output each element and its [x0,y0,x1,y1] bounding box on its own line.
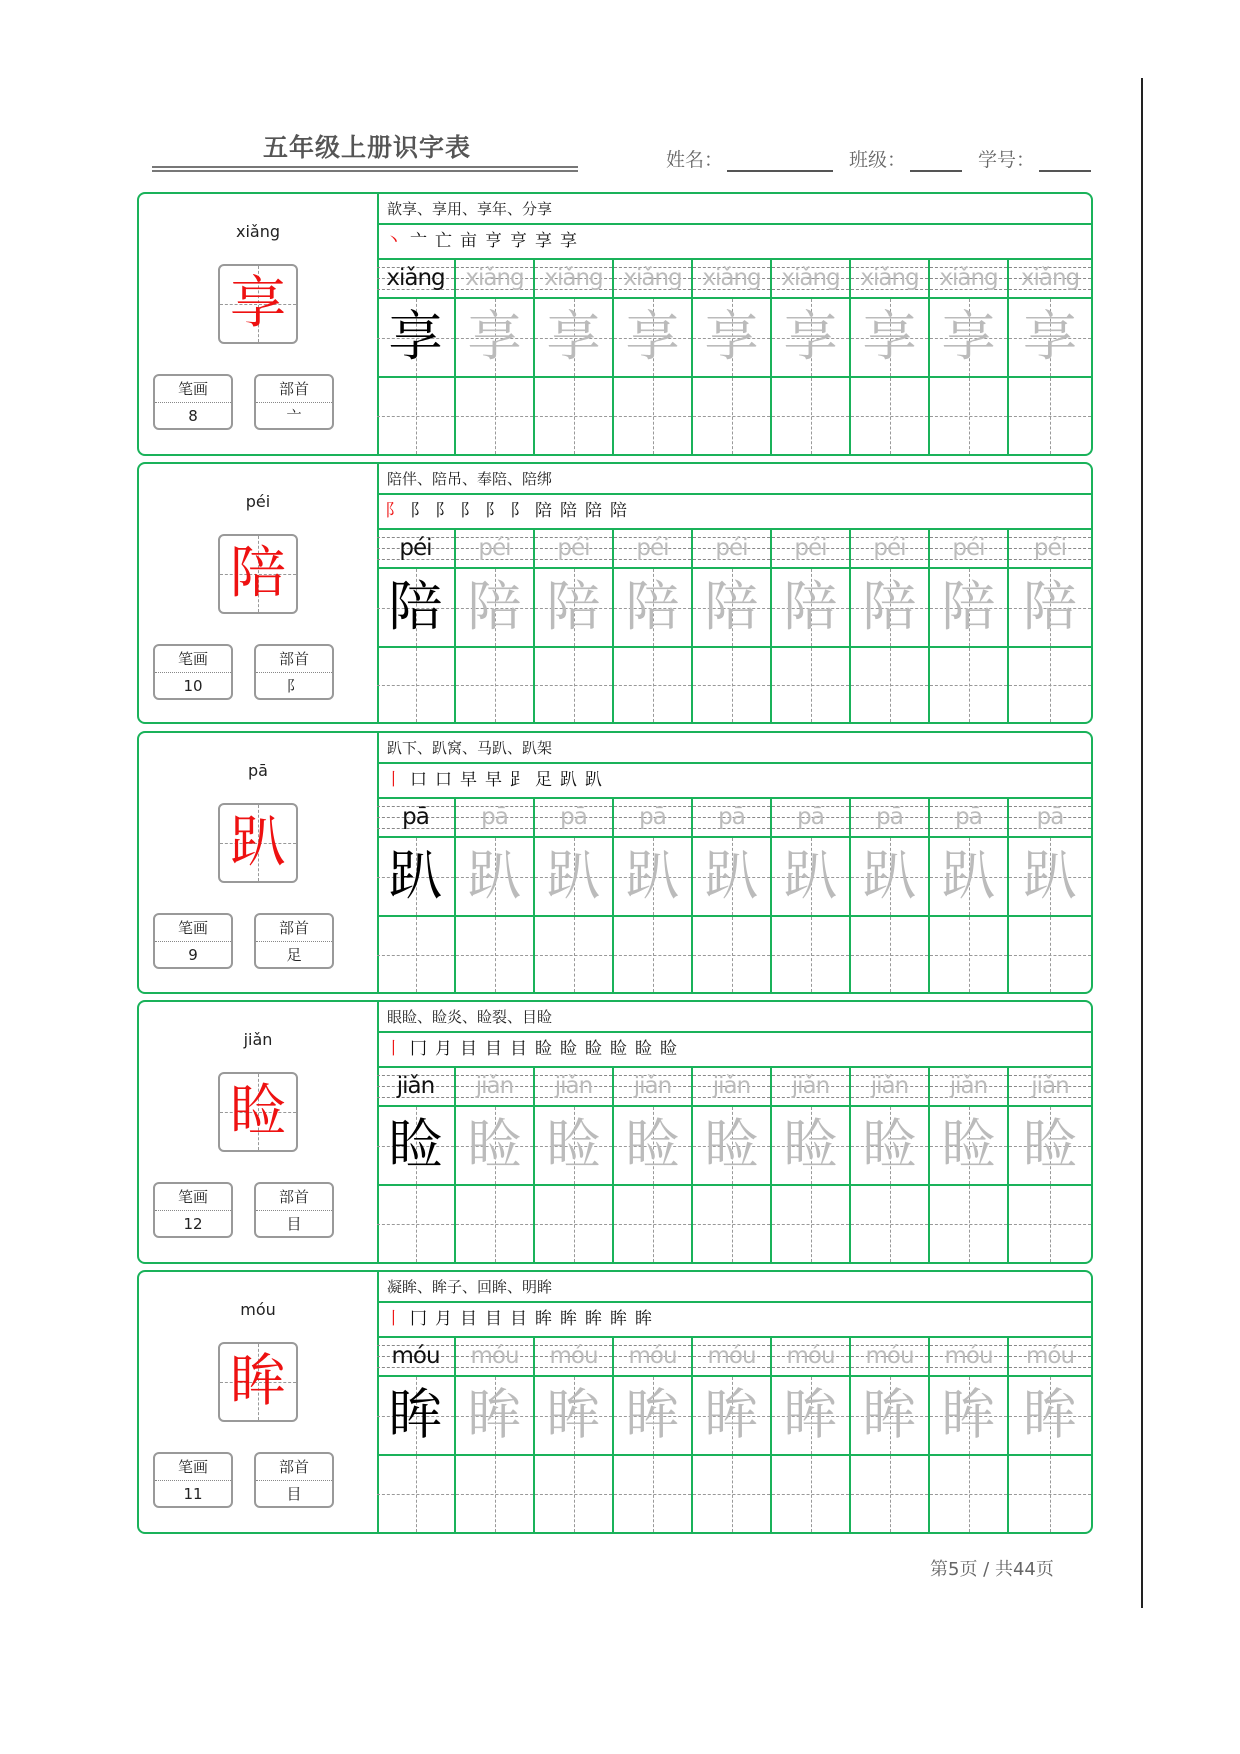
practice-cell[interactable] [456,648,535,722]
trace-cell[interactable]: 享 [456,299,535,376]
stroke-step: 亩 [460,231,479,251]
stroke-step: 口 [435,770,454,790]
pinyin-cell[interactable]: pā [693,799,772,836]
stroke-step: 阝 [485,501,504,521]
pinyin-cell[interactable]: xiǎng [456,260,535,297]
pinyin-cell[interactable]: péi [930,530,1009,567]
pinyin-cell[interactable]: pā [930,799,1009,836]
trace-cell[interactable]: 趴 [772,838,851,915]
pinyin-cell[interactable]: xiǎng [851,260,930,297]
radical-label: 部首 [256,1184,332,1211]
pinyin-label: xiǎng [235,222,280,241]
stroke-step: 亠 [410,231,429,251]
radical-value: 目 [286,1485,302,1503]
character-box [218,1342,298,1422]
practice-cell[interactable] [693,648,772,722]
practice-cell[interactable] [693,378,772,454]
practice-cell[interactable] [614,1186,693,1262]
stroke-count-label: 笔画 [155,1184,231,1211]
trace-cell: 趴 [377,838,456,915]
blank-practice-row [377,1456,1091,1532]
trace-cell[interactable]: 趴 [1009,838,1091,915]
stroke-step: 口 [410,770,429,790]
pinyin-cell[interactable]: móu [614,1338,693,1375]
trace-cell[interactable]: 趴 [930,838,1009,915]
blank-practice-row [377,648,1091,722]
trace-cell[interactable]: 睑 [851,1107,930,1184]
practice-cell[interactable] [614,648,693,722]
stroke-step: 目 [460,1309,479,1329]
stroke-step: 阝 [460,501,479,521]
trace-cell[interactable]: 陪 [614,569,693,646]
blank-practice-row [377,917,1091,992]
example-words: 歆享、享用、享年、分享 [377,194,1091,225]
trace-cell: 陪 [377,569,456,646]
practice-cell[interactable] [693,917,772,992]
practice-cell[interactable] [772,378,851,454]
practice-cell[interactable] [930,378,1009,454]
practice-grid [377,464,1091,722]
trace-cell[interactable]: 睑 [535,1107,614,1184]
class-label: 班级： [849,149,907,171]
stroke-step: 眸 [635,1309,654,1329]
practice-cell[interactable] [1009,378,1091,454]
title-underline-2 [152,170,578,172]
trace-cell[interactable]: 享 [693,299,772,376]
pinyin-cell[interactable]: péi [851,530,930,567]
stroke-count-box [153,1452,233,1508]
stroke-order [377,764,1091,799]
page-margin-line [1141,78,1143,1608]
stroke-step: 丶 [385,231,404,251]
practice-cell[interactable] [851,1456,930,1532]
pinyin-cell[interactable]: móu [851,1338,930,1375]
practice-cell[interactable] [851,378,930,454]
character-info-panel [139,733,379,992]
pinyin-cell[interactable]: péi [1009,530,1091,567]
stroke-step: 阝 [410,501,429,521]
pinyin-row [377,260,1091,299]
stroke-step: 目 [460,1039,479,1059]
stroke-count-box [153,1182,233,1238]
practice-cell[interactable] [535,917,614,992]
pinyin-cell[interactable]: péi [772,530,851,567]
practice-grid [377,733,1091,992]
pinyin-cell: pā [377,799,456,836]
stroke-step: 陪 [560,501,579,521]
trace-cell[interactable]: 陪 [930,569,1009,646]
trace-cell[interactable]: 趴 [535,838,614,915]
trace-cell[interactable]: 睑 [693,1107,772,1184]
trace-row [377,299,1091,378]
stroke-step: 目 [510,1039,529,1059]
practice-cell[interactable] [614,917,693,992]
character-card [137,1270,1093,1534]
stroke-step: 睑 [610,1039,629,1059]
pinyin-cell[interactable]: xiǎng [930,260,1009,297]
pinyin-cell[interactable]: xiǎng [1009,260,1091,297]
trace-cell[interactable]: 享 [614,299,693,376]
trace-row [377,838,1091,917]
stroke-step: 月 [435,1309,454,1329]
stroke-step: 陪 [610,501,629,521]
radical-box [254,374,334,430]
trace-cell[interactable]: 眸 [1009,1377,1091,1454]
pinyin-cell[interactable]: péi [456,530,535,567]
pinyin-cell[interactable]: pā [1009,799,1091,836]
stroke-count-value: 10 [183,677,203,695]
pinyin-cell: móu [377,1338,456,1375]
pinyin-cell[interactable]: móu [1009,1338,1091,1375]
pinyin-cell[interactable]: jiǎn [456,1068,535,1105]
student-info [666,145,1091,172]
practice-cell[interactable] [930,1186,1009,1262]
name-field[interactable] [727,150,833,172]
character-info-panel [139,1002,379,1262]
pinyin-cell[interactable]: móu [930,1338,1009,1375]
pinyin-cell[interactable]: jiǎn [772,1068,851,1105]
stroke-order [377,495,1091,530]
pinyin-cell[interactable]: péi [614,530,693,567]
pinyin-cell: péi [377,530,456,567]
trace-cell: 眸 [377,1377,456,1454]
stroke-step: 丨 [385,1039,404,1059]
radical-label: 部首 [256,376,332,403]
stroke-step: 睑 [635,1039,654,1059]
stroke-step: 亨 [485,231,504,251]
id-field[interactable] [1039,150,1091,172]
class-field[interactable] [910,150,962,172]
practice-cell[interactable] [535,378,614,454]
stroke-step: 亨 [510,231,529,251]
trace-cell[interactable]: 眸 [930,1377,1009,1454]
character-box [218,803,298,883]
pinyin-row [377,1338,1091,1377]
trace-cell[interactable]: 享 [772,299,851,376]
trace-cell[interactable]: 陪 [535,569,614,646]
character-box [218,534,298,614]
practice-cell[interactable] [456,917,535,992]
practice-grid [377,194,1091,454]
pinyin-cell[interactable]: xiǎng [693,260,772,297]
trace-cell[interactable]: 陪 [1009,569,1091,646]
pinyin-cell[interactable]: xiǎng [535,260,614,297]
stroke-step: 丨 [385,770,404,790]
practice-cell[interactable] [851,648,930,722]
stroke-step: 享 [535,231,554,251]
trace-cell[interactable]: 享 [1009,299,1091,376]
pinyin-cell[interactable]: jiǎn [1009,1068,1091,1105]
stroke-step: 冂 [410,1309,429,1329]
stroke-count-label: 笔画 [155,1454,231,1481]
pinyin-cell[interactable]: móu [772,1338,851,1375]
example-words: 趴下、趴窝、马趴、趴架 [377,733,1091,764]
stroke-step: 眸 [585,1309,604,1329]
trace-cell[interactable]: 睑 [772,1107,851,1184]
stroke-step: 足 [535,770,554,790]
trace-row [377,569,1091,648]
practice-cell[interactable] [693,1456,772,1532]
stroke-count-box [153,913,233,969]
example-words: 眼睑、睑炎、睑裂、目睑 [377,1002,1091,1033]
pinyin-cell[interactable]: pā [614,799,693,836]
trace-cell[interactable]: 眸 [535,1377,614,1454]
stroke-count-label: 笔画 [155,646,231,673]
practice-cell[interactable] [614,378,693,454]
character-info-panel [139,464,379,722]
stroke-step: 陪 [535,501,554,521]
practice-cell[interactable] [535,1186,614,1262]
pinyin-cell[interactable]: jiǎn [693,1068,772,1105]
radical-value: 阝 [286,677,302,695]
stroke-step: 睑 [535,1039,554,1059]
trace-cell: 睑 [377,1107,456,1184]
trace-cell[interactable]: 眸 [851,1377,930,1454]
stroke-step: 眸 [610,1309,629,1329]
trace-cell[interactable]: 趴 [614,838,693,915]
trace-cell[interactable]: 睑 [614,1107,693,1184]
stroke-step: 丨 [385,1309,404,1329]
character-card [137,731,1093,994]
stroke-count-box [153,374,233,430]
character-info-panel [139,1272,379,1532]
blank-practice-row [377,1186,1091,1262]
pinyin-cell[interactable]: pā [456,799,535,836]
title-underline [152,166,578,168]
main-character: 趴 [230,810,286,875]
stroke-step: 陪 [585,501,604,521]
stroke-step: 阝 [385,501,404,521]
pinyin-cell[interactable]: móu [456,1338,535,1375]
radical-value: 目 [286,1215,302,1233]
stroke-step: 睑 [660,1039,679,1059]
stroke-count-label: 笔画 [155,376,231,403]
pinyin-cell: xiǎng [377,260,456,297]
trace-cell[interactable]: 趴 [456,838,535,915]
practice-cell[interactable] [456,1186,535,1262]
stroke-step: 趴 [585,770,604,790]
stroke-order [377,1303,1091,1338]
stroke-step: 睑 [560,1039,579,1059]
trace-cell[interactable]: 眸 [772,1377,851,1454]
pinyin-cell: jiǎn [377,1068,456,1105]
pinyin-cell[interactable]: móu [535,1338,614,1375]
radical-box [254,913,334,969]
pinyin-cell[interactable]: móu [693,1338,772,1375]
main-character: 享 [230,271,286,336]
character-box [218,1072,298,1152]
stroke-step: 目 [485,1039,504,1059]
pinyin-cell[interactable]: jiǎn [851,1068,930,1105]
stroke-step: 睑 [585,1039,604,1059]
stroke-step: 早 [485,770,504,790]
trace-cell[interactable]: 陪 [693,569,772,646]
pinyin-cell[interactable]: jiǎn [614,1068,693,1105]
pinyin-cell[interactable]: pā [772,799,851,836]
stroke-step: 𧾷 [510,770,529,790]
trace-cell[interactable]: 趴 [693,838,772,915]
practice-cell[interactable] [1009,648,1091,722]
stroke-step: 眸 [535,1309,554,1329]
pinyin-label: péi [245,492,271,511]
stroke-step: 月 [435,1039,454,1059]
practice-cell[interactable] [772,1456,851,1532]
trace-cell[interactable]: 享 [851,299,930,376]
pinyin-cell[interactable]: péi [693,530,772,567]
stroke-step: 阝 [510,501,529,521]
trace-cell[interactable]: 趴 [851,838,930,915]
trace-row [377,1107,1091,1186]
stroke-step: 眸 [560,1309,579,1329]
stroke-step: 冂 [410,1039,429,1059]
practice-cell[interactable] [377,648,456,722]
trace-cell: 享 [377,299,456,376]
trace-cell[interactable]: 陪 [456,569,535,646]
pinyin-row [377,1068,1091,1107]
radical-box [254,1452,334,1508]
pinyin-cell[interactable]: jiǎn [535,1068,614,1105]
radical-label: 部首 [256,1454,332,1481]
stroke-count-label: 笔画 [155,915,231,942]
stroke-step: 目 [485,1309,504,1329]
stroke-step: 享 [560,231,579,251]
practice-cell[interactable] [930,648,1009,722]
stroke-order [377,1033,1091,1068]
trace-cell[interactable]: 享 [535,299,614,376]
radical-value: 亠 [286,407,302,425]
example-words: 陪伴、陪吊、奉陪、陪绑 [377,464,1091,495]
character-card [137,462,1093,724]
stroke-count-value: 12 [183,1215,203,1233]
practice-cell[interactable] [377,378,456,454]
character-card [137,192,1093,456]
practice-cell[interactable] [456,1456,535,1532]
practice-grid [377,1272,1091,1532]
pinyin-label: móu [240,1300,276,1319]
practice-cell[interactable] [1009,1456,1091,1532]
radical-box [254,644,334,700]
radical-value: 足 [286,946,302,964]
trace-cell[interactable]: 睑 [930,1107,1009,1184]
trace-cell[interactable]: 睑 [1009,1107,1091,1184]
pinyin-row [377,530,1091,569]
trace-cell[interactable]: 陪 [851,569,930,646]
pinyin-cell[interactable]: xiǎng [614,260,693,297]
stroke-count-value: 8 [188,407,198,425]
trace-cell[interactable]: 陪 [772,569,851,646]
practice-cell[interactable] [377,1456,456,1532]
trace-cell[interactable]: 眸 [456,1377,535,1454]
blank-practice-row [377,378,1091,454]
main-character: 睑 [230,1079,286,1144]
trace-cell[interactable]: 享 [930,299,1009,376]
practice-cell[interactable] [772,1186,851,1262]
pinyin-row [377,799,1091,838]
practice-cell[interactable] [772,917,851,992]
trace-row [377,1377,1091,1456]
trace-cell[interactable]: 睑 [456,1107,535,1184]
practice-cell[interactable] [851,917,930,992]
radical-label: 部首 [256,646,332,673]
practice-cell[interactable] [851,1186,930,1262]
practice-cell[interactable] [535,648,614,722]
stroke-step: 目 [510,1309,529,1329]
radical-label: 部首 [256,915,332,942]
stroke-step: 早 [460,770,479,790]
practice-cell[interactable] [377,1186,456,1262]
pinyin-cell[interactable]: péi [535,530,614,567]
stroke-count-box [153,644,233,700]
practice-cell[interactable] [614,1456,693,1532]
pinyin-cell[interactable]: pā [851,799,930,836]
practice-cell[interactable] [930,917,1009,992]
pinyin-cell[interactable]: jiǎn [930,1068,1009,1105]
example-words: 凝眸、眸子、回眸、明眸 [377,1272,1091,1303]
practice-cell[interactable] [377,917,456,992]
practice-cell[interactable] [1009,917,1091,992]
stroke-step: 阝 [435,501,454,521]
practice-cell[interactable] [693,1186,772,1262]
practice-grid [377,1002,1091,1262]
main-character: 眸 [230,1349,286,1414]
character-box [218,264,298,344]
stroke-order [377,225,1091,260]
trace-cell[interactable]: 眸 [693,1377,772,1454]
page-title: 五年级上册识字表 [262,133,471,162]
pinyin-cell[interactable]: pā [535,799,614,836]
main-character: 陪 [230,541,286,606]
practice-cell[interactable] [772,648,851,722]
page-number: 第5页 / 共44页 [930,1559,1054,1580]
practice-cell[interactable] [1009,1186,1091,1262]
trace-cell[interactable]: 眸 [614,1377,693,1454]
character-card [137,1000,1093,1264]
radical-box [254,1182,334,1238]
pinyin-label: jiǎn [243,1030,273,1049]
name-label: 姓名： [666,149,724,171]
pinyin-label: pā [248,761,268,780]
practice-cell[interactable] [456,378,535,454]
stroke-count-value: 9 [188,946,198,964]
stroke-step: 趴 [560,770,579,790]
stroke-step: 亡 [435,231,454,251]
practice-cell[interactable] [930,1456,1009,1532]
practice-cell[interactable] [535,1456,614,1532]
character-info-panel [139,194,379,454]
stroke-count-value: 11 [183,1485,203,1503]
id-label: 学号： [978,149,1036,171]
pinyin-cell[interactable]: xiǎng [772,260,851,297]
